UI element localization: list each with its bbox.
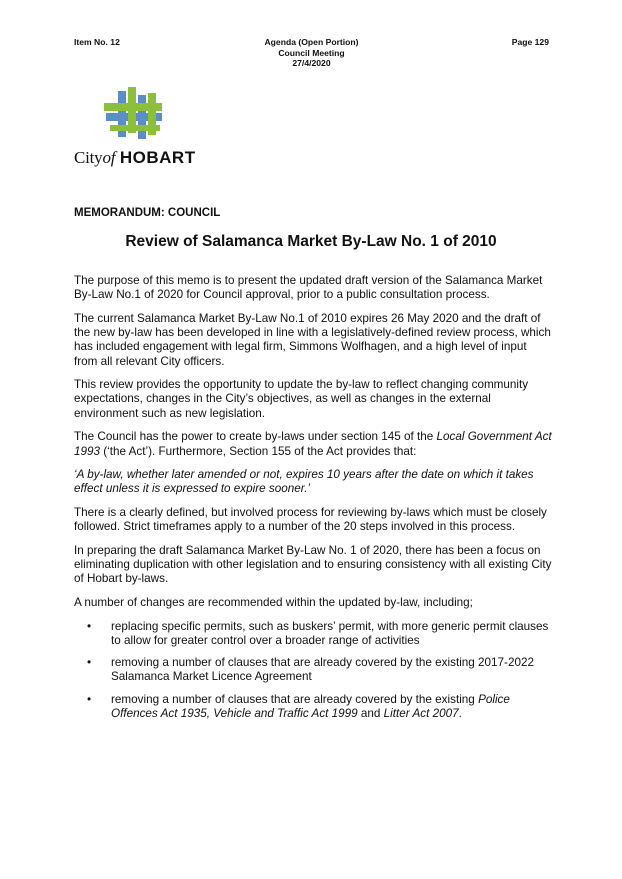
document-title: Review of Salamanca Market By-Law No. 1 of 2010 bbox=[125, 233, 497, 250]
paragraph-purpose: The purpose of this memo is to present the updated draft version of the Salamanca Market By-Law No.1 of 2020 for Council approval, prior to a public consultation process. bbox=[74, 274, 543, 302]
act-reference: Litter Act 2007 bbox=[383, 706, 459, 720]
list-item-text: . bbox=[458, 706, 462, 720]
paragraph-process: There is a clearly defined, but involved process for reviewing by-laws which must be closely followed. Strict timeframes apply to a number of the 20 steps involved in this process. bbox=[74, 506, 547, 534]
list-item-text: removing a number of clauses that are already covered by the existing 2017-2022 Salamanca Market Licence Agreement bbox=[111, 656, 534, 684]
item-number: Item No. 12 bbox=[74, 37, 120, 47]
paragraph-council-power bbox=[74, 430, 552, 458]
meeting-date: 27/4/2020 bbox=[292, 58, 331, 68]
meeting-name: Council Meeting bbox=[278, 47, 345, 58]
act-reference: Local Government Act 1993 bbox=[74, 430, 552, 458]
paragraph-changes: A number of changes are recommended within the updated by-law, including; bbox=[74, 596, 473, 610]
list-item-text: removing a number of clauses that are already covered by the existing bbox=[111, 692, 479, 706]
hobart-cross-logo-icon bbox=[104, 85, 164, 145]
logo-word-of: of bbox=[102, 148, 116, 167]
list-item bbox=[74, 693, 552, 721]
logo-wordmark bbox=[74, 148, 196, 168]
bylaw-quote: ‘A by-law, whether later amended or not, expires 10 years after the date on which it takes effect unless it is expressed to expire sooner.’ bbox=[74, 468, 534, 496]
act-reference: Police Offences Act 1935, Vehicle and Traffic Act 1999 bbox=[111, 692, 510, 720]
list-item bbox=[74, 620, 552, 648]
memo-label: MEMORANDUM: COUNCIL bbox=[74, 207, 221, 219]
bullet-icon: • bbox=[87, 692, 92, 706]
bullet-icon: • bbox=[87, 619, 92, 633]
bullet-icon: • bbox=[87, 656, 92, 670]
logo-word-city: City bbox=[74, 148, 103, 167]
memo-body bbox=[74, 274, 552, 729]
text-span: The Council has the power to create by-laws under section 145 of the bbox=[74, 430, 437, 444]
agenda-portion: Agenda (Open Portion) bbox=[264, 37, 359, 47]
list-item-text: replacing specific permits, such as buskers’ permit, with more generic permit clauses to allow for greater control over a broader range of activities bbox=[111, 619, 549, 648]
city-of-hobart-logo bbox=[74, 85, 194, 175]
list-item-text: and bbox=[357, 706, 384, 720]
agenda-block bbox=[74, 37, 549, 69]
changes-list bbox=[74, 620, 552, 721]
list-item bbox=[74, 656, 552, 684]
text-span: (‘the Act’). Furthermore, Section 155 of the Act provides that: bbox=[100, 444, 417, 458]
paragraph-review: This review provides the opportunity to update the by-law to reflect changing community expectations, changes in the City’s objectives, as well as changes in the external environment such as new legislation. bbox=[74, 378, 529, 420]
paragraph-preparing: In preparing the draft Salamanca Market By-Law No. 1 of 2020, there has been a focus on eliminating duplication with other legislation and to ensuring consistency with all existing City of Hobart by-laws. bbox=[74, 544, 552, 586]
page-header bbox=[74, 37, 549, 77]
page-number: Page 129 bbox=[511, 37, 549, 47]
paragraph-current-bylaw: The current Salamanca Market By-Law No.1 of 2010 expires 26 May 2020 and the draft of the new by-law has been developed in line with a legislatively-defined review process, which has included engagement with legal firm, Simmons Wolfhagen, and a high level of input from all relevant City officers. bbox=[74, 311, 551, 368]
logo-word-hobart: HOBART bbox=[119, 148, 196, 167]
